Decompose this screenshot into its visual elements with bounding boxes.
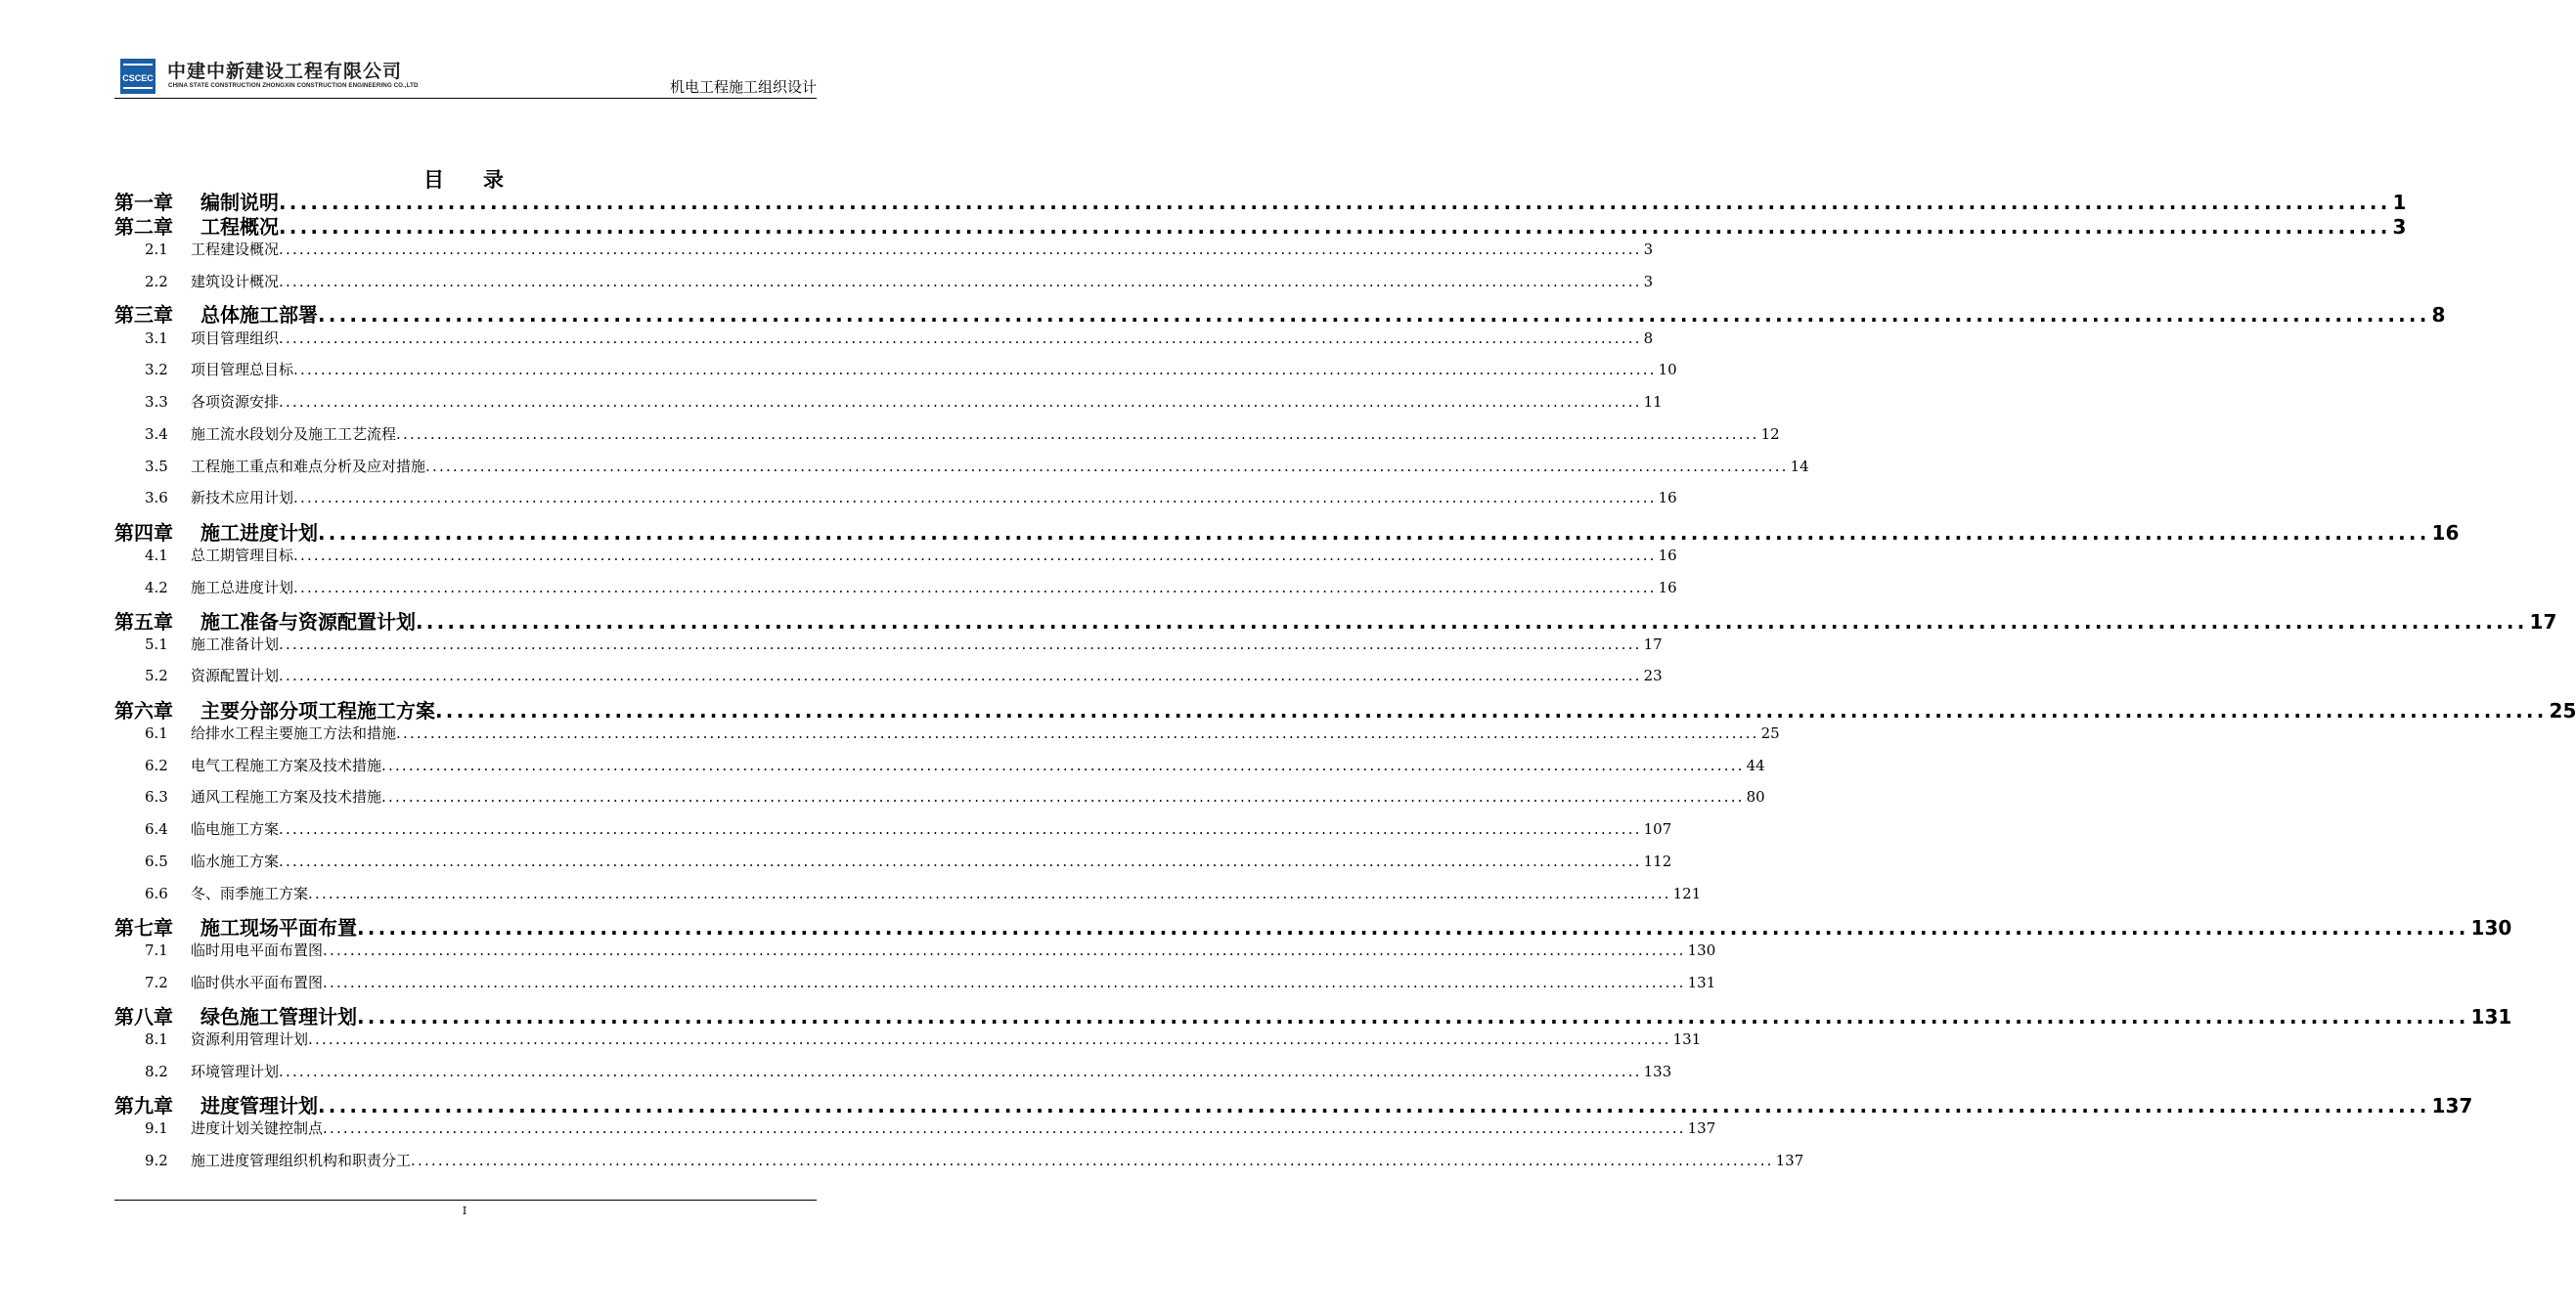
toc-entry-title: 编制说明 [200, 191, 279, 214]
toc-leader-dots: ........................................................................................................................................................................................................ [279, 241, 1642, 258]
toc-leader-dots: ........................................................................................................................................................................................................ [293, 361, 1657, 378]
toc-entry-number: 第九章 [114, 1094, 173, 1117]
toc-entry-title: 项目管理总目标 [191, 361, 294, 378]
toc-entry-number: 3.4 [145, 425, 168, 443]
toc-section-entry[interactable] [114, 666, 1663, 685]
toc-entry-page: 112 [1643, 853, 1672, 870]
toc-entry-page: 17 [2529, 610, 2557, 634]
toc-section-entry[interactable] [114, 1118, 1716, 1138]
toc-entry-number: 4.1 [145, 547, 168, 564]
toc-entry-title: 临时供水平面布置图 [191, 974, 324, 991]
toc-entry-page: 137 [1775, 1152, 1804, 1169]
toc-entry-number: 8.2 [145, 1063, 168, 1080]
toc-leader-dots: ........................................................................................................................................................................................................ [411, 1152, 1774, 1169]
page-header [114, 55, 817, 99]
toc-leader-dots: ........................................................................................................................................................................................................ [279, 667, 1642, 684]
toc-entry-number: 5.2 [145, 667, 168, 684]
toc-leader-dots: ........................................................................................................................................................................................................ [308, 1030, 1671, 1048]
toc-section-entry[interactable] [114, 852, 1672, 871]
toc-entry-number: 第六章 [114, 699, 173, 723]
toc-entry-number: 6.3 [145, 788, 168, 806]
toc-entry-page: 16 [2431, 521, 2460, 545]
toc-section-entry[interactable] [114, 973, 1716, 992]
toc-chapter-entry[interactable] [114, 1005, 2512, 1029]
toc-entry-page: 131 [2470, 1005, 2512, 1029]
toc-entry-number: 2.2 [145, 273, 168, 290]
toc-leader-dots: ........................................................................................................................................................................................................ [279, 273, 1642, 290]
toc-entry-title: 项目管理组织 [191, 329, 280, 347]
toc-entry-number: 6.1 [145, 724, 168, 742]
toc-section-entry[interactable] [114, 787, 1765, 807]
toc-entry-page: 25 [1760, 724, 1780, 742]
toc-section-entry[interactable] [114, 272, 1654, 291]
toc-leader-dots: ........................................................................................................................................................................................................ [323, 974, 1686, 991]
toc-section-entry[interactable] [114, 819, 1672, 839]
toc-leader-dots: ........................................................................................................................................................................................................ [279, 329, 1642, 347]
toc-leader-dots: ........................................................................................................................................................................................................ [323, 942, 1686, 959]
toc-entry-title: 各项资源安排 [191, 393, 280, 411]
toc-entry-title: 施工现场平面布置 [200, 916, 357, 940]
toc-entry-page: 10 [1658, 361, 1677, 378]
toc-leader-dots: ........................................................................................................................................................................................................ [435, 699, 2548, 723]
toc-chapter-entry[interactable] [114, 610, 2557, 634]
toc-entry-page: 12 [1760, 425, 1780, 443]
toc-chapter-entry[interactable] [114, 699, 2576, 723]
toc-entry-page: 25 [2549, 699, 2576, 723]
toc-entry-title: 总工期管理目标 [191, 547, 294, 564]
toc-entry-number: 2.1 [145, 241, 168, 258]
toc-entry-title: 资源配置计划 [191, 667, 280, 684]
toc-entry-page: 44 [1746, 757, 1765, 774]
toc-leader-dots: ........................................................................................................................................................................................................ [318, 521, 2430, 545]
toc-leader-dots: ........................................................................................................................................................................................................ [318, 1094, 2430, 1117]
toc-leader-dots: ........................................................................................................................................................................................................ [279, 215, 2391, 239]
toc-section-entry[interactable] [114, 488, 1677, 507]
toc-entry-number: 3.3 [145, 393, 168, 411]
toc-entry-page: 23 [1643, 667, 1663, 684]
company-name-en: CHINA STATE CONSTRUCTION ZHONGXIN CONSTRUCTION ENGINEERING CO.,LTD [168, 82, 419, 89]
toc-chapter-entry[interactable] [114, 1094, 2473, 1117]
toc-entry-page: 107 [1643, 820, 1672, 838]
toc-entry-page: 14 [1790, 458, 1809, 475]
toc-entry-page: 137 [1687, 1119, 1716, 1137]
toc-leader-dots: ........................................................................................................................................................................................................ [396, 724, 1759, 742]
toc-entry-number: 7.1 [145, 942, 168, 959]
toc-entry-title: 主要分部分项工程施工方案 [200, 699, 435, 723]
toc-section-entry[interactable] [114, 723, 1780, 743]
footer-rule [114, 1200, 817, 1201]
toc-chapter-entry[interactable] [114, 916, 2512, 940]
toc-heading-right: 录 [483, 168, 506, 192]
toc-leader-dots: ........................................................................................................................................................................................................ [323, 1119, 1686, 1137]
toc-leader-dots: ........................................................................................................................................................................................................ [279, 191, 2391, 214]
toc-leader-dots: ........................................................................................................................................................................................................ [293, 547, 1657, 564]
toc-entry-title: 环境管理计划 [191, 1063, 280, 1080]
toc-leader-dots: ........................................................................................................................................................................................................ [308, 885, 1671, 902]
toc-heading-left: 目 [423, 168, 446, 192]
toc-section-entry[interactable] [114, 328, 1654, 348]
toc-entry-number: 6.5 [145, 853, 168, 870]
toc-leader-dots: ........................................................................................................................................................................................................ [279, 820, 1642, 838]
toc-entry-page: 16 [1658, 547, 1677, 564]
toc-entry-title: 冬、雨季施工方案 [191, 885, 309, 902]
toc-section-entry[interactable] [114, 635, 1663, 654]
toc-section-entry[interactable] [114, 1029, 1702, 1049]
toc-entry-page: 8 [2431, 303, 2446, 327]
toc-entry-number: 5.1 [145, 635, 168, 653]
toc-entry-number: 6.2 [145, 757, 168, 774]
toc-entry-number: 9.1 [145, 1119, 168, 1137]
toc-entry-number: 8.1 [145, 1030, 168, 1048]
toc-entry-page: 3 [1643, 241, 1654, 258]
toc-entry-number: 6.4 [145, 820, 168, 838]
toc-entry-title: 施工准备计划 [191, 635, 280, 653]
toc-section-entry[interactable] [114, 360, 1677, 379]
toc-entry-page: 131 [1672, 1030, 1702, 1048]
toc-entry-title: 进度计划关键控制点 [191, 1119, 324, 1137]
toc-section-entry[interactable] [114, 884, 1702, 903]
toc-entry-number: 3.2 [145, 361, 168, 378]
toc-entry-title: 临时用电平面布置图 [191, 942, 324, 959]
toc-entry-title: 电气工程施工方案及技术措施 [191, 757, 382, 774]
toc-entry-title: 资源利用管理计划 [191, 1030, 309, 1048]
toc-section-entry[interactable] [114, 756, 1765, 775]
page-number: I [462, 1204, 467, 1217]
toc-entry-number: 第八章 [114, 1005, 173, 1029]
toc-entry-number: 第三章 [114, 303, 173, 327]
toc-entry-title: 工程建设概况 [191, 241, 280, 258]
toc-entry-number: 第二章 [114, 215, 173, 239]
toc-section-entry[interactable] [114, 546, 1677, 565]
toc-entry-title: 总体施工部署 [200, 303, 318, 327]
toc-entry-title: 施工流水段划分及施工工艺流程 [191, 425, 397, 443]
toc-leader-dots: ........................................................................................................................................................................................................ [279, 1063, 1642, 1080]
toc-entry-number: 第一章 [114, 191, 173, 214]
toc-entry-page: 133 [1643, 1063, 1672, 1080]
toc-entry-number: 3.5 [145, 458, 168, 475]
toc-leader-dots: ........................................................................................................................................................................................................ [279, 635, 1642, 653]
toc-section-entry[interactable] [114, 392, 1663, 412]
toc-heading [0, 164, 929, 194]
toc-entry-page: 8 [1643, 329, 1654, 347]
toc-entry-page: 131 [1687, 974, 1716, 991]
logo-lettering: CSCEC [122, 73, 154, 83]
toc-leader-dots: ........................................................................................................................................................................................................ [425, 458, 1789, 475]
toc-entry-page: 11 [1643, 393, 1663, 411]
toc-entry-page: 1 [2392, 191, 2407, 214]
toc-entry-title: 进度管理计划 [200, 1094, 318, 1117]
toc-entry-number: 3.6 [145, 489, 168, 506]
company-name-cn: 中建中新建设工程有限公司 [167, 61, 403, 82]
toc-entry-number: 6.6 [145, 885, 168, 902]
toc-entry-page: 137 [2431, 1094, 2473, 1117]
toc-chapter-entry[interactable] [114, 215, 2407, 239]
toc-entry-number: 第五章 [114, 610, 173, 634]
toc-entry-title: 临电施工方案 [191, 820, 280, 838]
toc-entry-page: 80 [1746, 788, 1765, 806]
toc-entry-title: 临水施工方案 [191, 853, 280, 870]
toc-chapter-entry[interactable] [114, 191, 2407, 214]
toc-chapter-entry[interactable] [114, 303, 2446, 327]
toc-leader-dots: ........................................................................................................................................................................................................ [293, 579, 1657, 596]
toc-entry-title: 给排水工程主要施工方法和措施 [191, 724, 397, 742]
toc-leader-dots: ........................................................................................................................................................................................................ [279, 853, 1642, 870]
toc-entry-number: 7.2 [145, 974, 168, 991]
toc-entry-title: 工程施工重点和难点分析及应对措施 [191, 458, 426, 475]
toc-entry-title: 施工进度管理组织机构和职责分工 [191, 1152, 412, 1169]
company-logo [120, 59, 155, 94]
toc-entry-page: 130 [1687, 942, 1716, 959]
toc-section-entry[interactable] [114, 1062, 1672, 1081]
toc-section-entry[interactable] [114, 941, 1716, 960]
toc-leader-dots: ........................................................................................................................................................................................................ [396, 425, 1759, 443]
toc-entry-title: 工程概况 [200, 215, 279, 239]
toc-entry-page: 121 [1672, 885, 1702, 902]
toc-entry-page: 3 [1643, 273, 1654, 290]
toc-leader-dots: ........................................................................................................................................................................................................ [357, 1005, 2469, 1029]
toc-section-entry[interactable] [114, 578, 1677, 597]
document-title: 机电工程施工组织设计 [669, 78, 817, 96]
toc-section-entry[interactable] [114, 424, 1780, 444]
toc-entry-title: 绿色施工管理计划 [200, 1005, 357, 1029]
toc-entry-number: 第四章 [114, 521, 173, 545]
toc-entry-number: 第七章 [114, 916, 173, 940]
toc-entry-page: 17 [1643, 635, 1663, 653]
toc-entry-page: 16 [1658, 489, 1677, 506]
toc-entry-title: 建筑设计概况 [191, 273, 280, 290]
toc-leader-dots: ........................................................................................................................................................................................................ [293, 489, 1657, 506]
toc-entry-title: 施工总进度计划 [191, 579, 294, 596]
toc-section-entry[interactable] [114, 457, 1809, 476]
toc-leader-dots: ........................................................................................................................................................................................................ [381, 757, 1745, 774]
toc-entry-number: 4.2 [145, 579, 168, 596]
toc-entry-page: 130 [2470, 916, 2512, 940]
toc-leader-dots: ........................................................................................................................................................................................................ [318, 303, 2430, 327]
toc-leader-dots: ........................................................................................................................................................................................................ [381, 788, 1745, 806]
toc-entry-page: 3 [2392, 215, 2407, 239]
toc-leader-dots: ........................................................................................................................................................................................................ [279, 393, 1642, 411]
toc-entry-page: 16 [1658, 579, 1677, 596]
toc-section-entry[interactable] [114, 1151, 1804, 1170]
toc-entry-title: 施工准备与资源配置计划 [200, 610, 416, 634]
toc-entry-number: 3.1 [145, 329, 168, 347]
toc-entry-title: 新技术应用计划 [191, 489, 294, 506]
toc-chapter-entry[interactable] [114, 521, 2460, 545]
toc-section-entry[interactable] [114, 240, 1654, 259]
toc-entry-title: 通风工程施工方案及技术措施 [191, 788, 382, 806]
toc-leader-dots: ........................................................................................................................................................................................................ [357, 916, 2469, 940]
toc-leader-dots: ........................................................................................................................................................................................................ [416, 610, 2528, 634]
toc-entry-number: 9.2 [145, 1152, 168, 1169]
toc-entry-title: 施工进度计划 [200, 521, 318, 545]
